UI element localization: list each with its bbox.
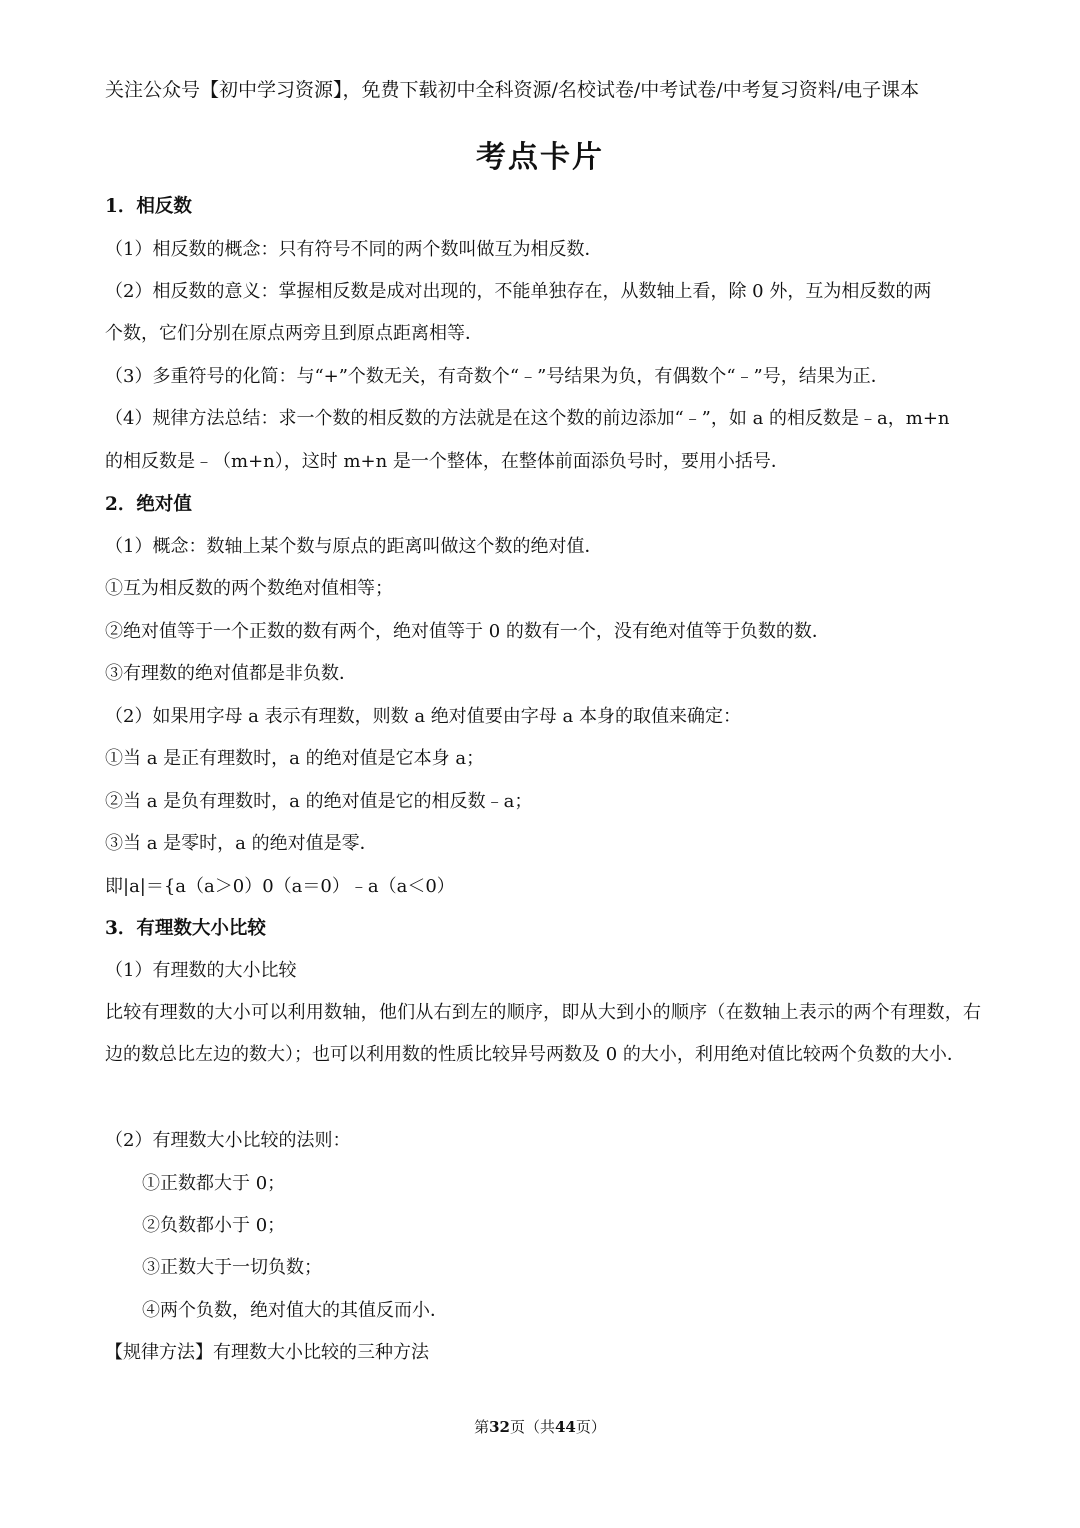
footer-suffix: 页） [575, 1418, 606, 1436]
text-line: ③当 a 是零时，a 的绝对值是零． [105, 833, 378, 854]
page-footer [0, 1416, 1080, 1438]
section-heading-rational-comparison: 3．有理数大小比较 [105, 918, 266, 939]
paragraph: 比较有理数的大小可以利用数轴，他们从右到左的顺序，即从大到小的顺序（在数轴上表示的两个有理数，右边的数总比左边的数大）；也可以利用数的性质比较异号两数及 0 的大小，利用绝对值比较两个负数的大小． [105, 1002, 981, 1065]
rule-item: ②负数都小于 0； [142, 1215, 286, 1236]
text-line: （1）概念：数轴上某个数与原点的距离叫做这个数的绝对值． [105, 536, 603, 557]
page-title: 考点卡片 [476, 140, 604, 175]
text-line: 个数，它们分别在原点两旁且到原点距离相等． [105, 323, 483, 344]
text-line: ③有理数的绝对值都是非负数． [105, 663, 357, 684]
formula-line: 即|a|＝{a（a＞0）0（a＝0）﹣a（a＜0） [105, 876, 455, 897]
text-line: ①互为相反数的两个数绝对值相等； [105, 578, 393, 599]
text-line: （2）如果用字母 a 表示有理数，则数 a 绝对值要由字母 a 本身的取值来确定： [105, 706, 741, 727]
text-line: ②绝对值等于一个正数的数有两个，绝对值等于 0 的数有一个，没有绝对值等于负数的数． [105, 621, 830, 642]
page-number: 32 [489, 1418, 510, 1436]
rule-item: ④两个负数，绝对值大的其值反而小． [142, 1300, 448, 1321]
text-line: （2）有理数大小比较的法则： [105, 1130, 351, 1151]
page-total: 44 [555, 1418, 576, 1436]
text-line: ②当 a 是负有理数时，a 的绝对值是它的相反数﹣a； [105, 791, 533, 812]
text-line: （2）相反数的意义：掌握相反数是成对出现的，不能单独存在，从数轴上看，除 0 外，互为相反数的两 [105, 281, 932, 302]
section-heading-absolute-value: 2．绝对值 [105, 494, 192, 515]
text-line: （1）相反数的概念：只有符号不同的两个数叫做互为相反数． [105, 239, 603, 260]
rule-item: ①正数都大于 0； [142, 1173, 286, 1194]
footer-prefix: 第 [474, 1418, 490, 1436]
text-line: （1）有理数的大小比较 [105, 960, 297, 981]
text-line: 的相反数是﹣（m+n），这时 m+n 是一个整体，在整体前面添负号时，要用小括号． [105, 451, 789, 472]
method-note: 【规律方法】有理数大小比较的三种方法 [105, 1342, 429, 1363]
section-heading-opposite-numbers: 1．相反数 [105, 196, 192, 217]
text-line: （4）规律方法总结：求一个数的相反数的方法就是在这个数的前边添加“﹣”，如 a 的相反数是﹣a，m+n [105, 408, 950, 429]
rule-item: ③正数大于一切负数； [142, 1257, 322, 1278]
footer-middle: 页（共 [509, 1418, 555, 1436]
text-line: ①当 a 是正有理数时，a 的绝对值是它本身 a； [105, 748, 485, 769]
promo-banner: 关注公众号【初中学习资源】，免费下载初中全科资源/名校试卷/中考试卷/中考复习资料/电子课本 [105, 79, 920, 101]
text-line: （3）多重符号的化简：与“+”个数无关，有奇数个“﹣”号结果为负，有偶数个“﹣”号，结果为正． [105, 366, 889, 387]
